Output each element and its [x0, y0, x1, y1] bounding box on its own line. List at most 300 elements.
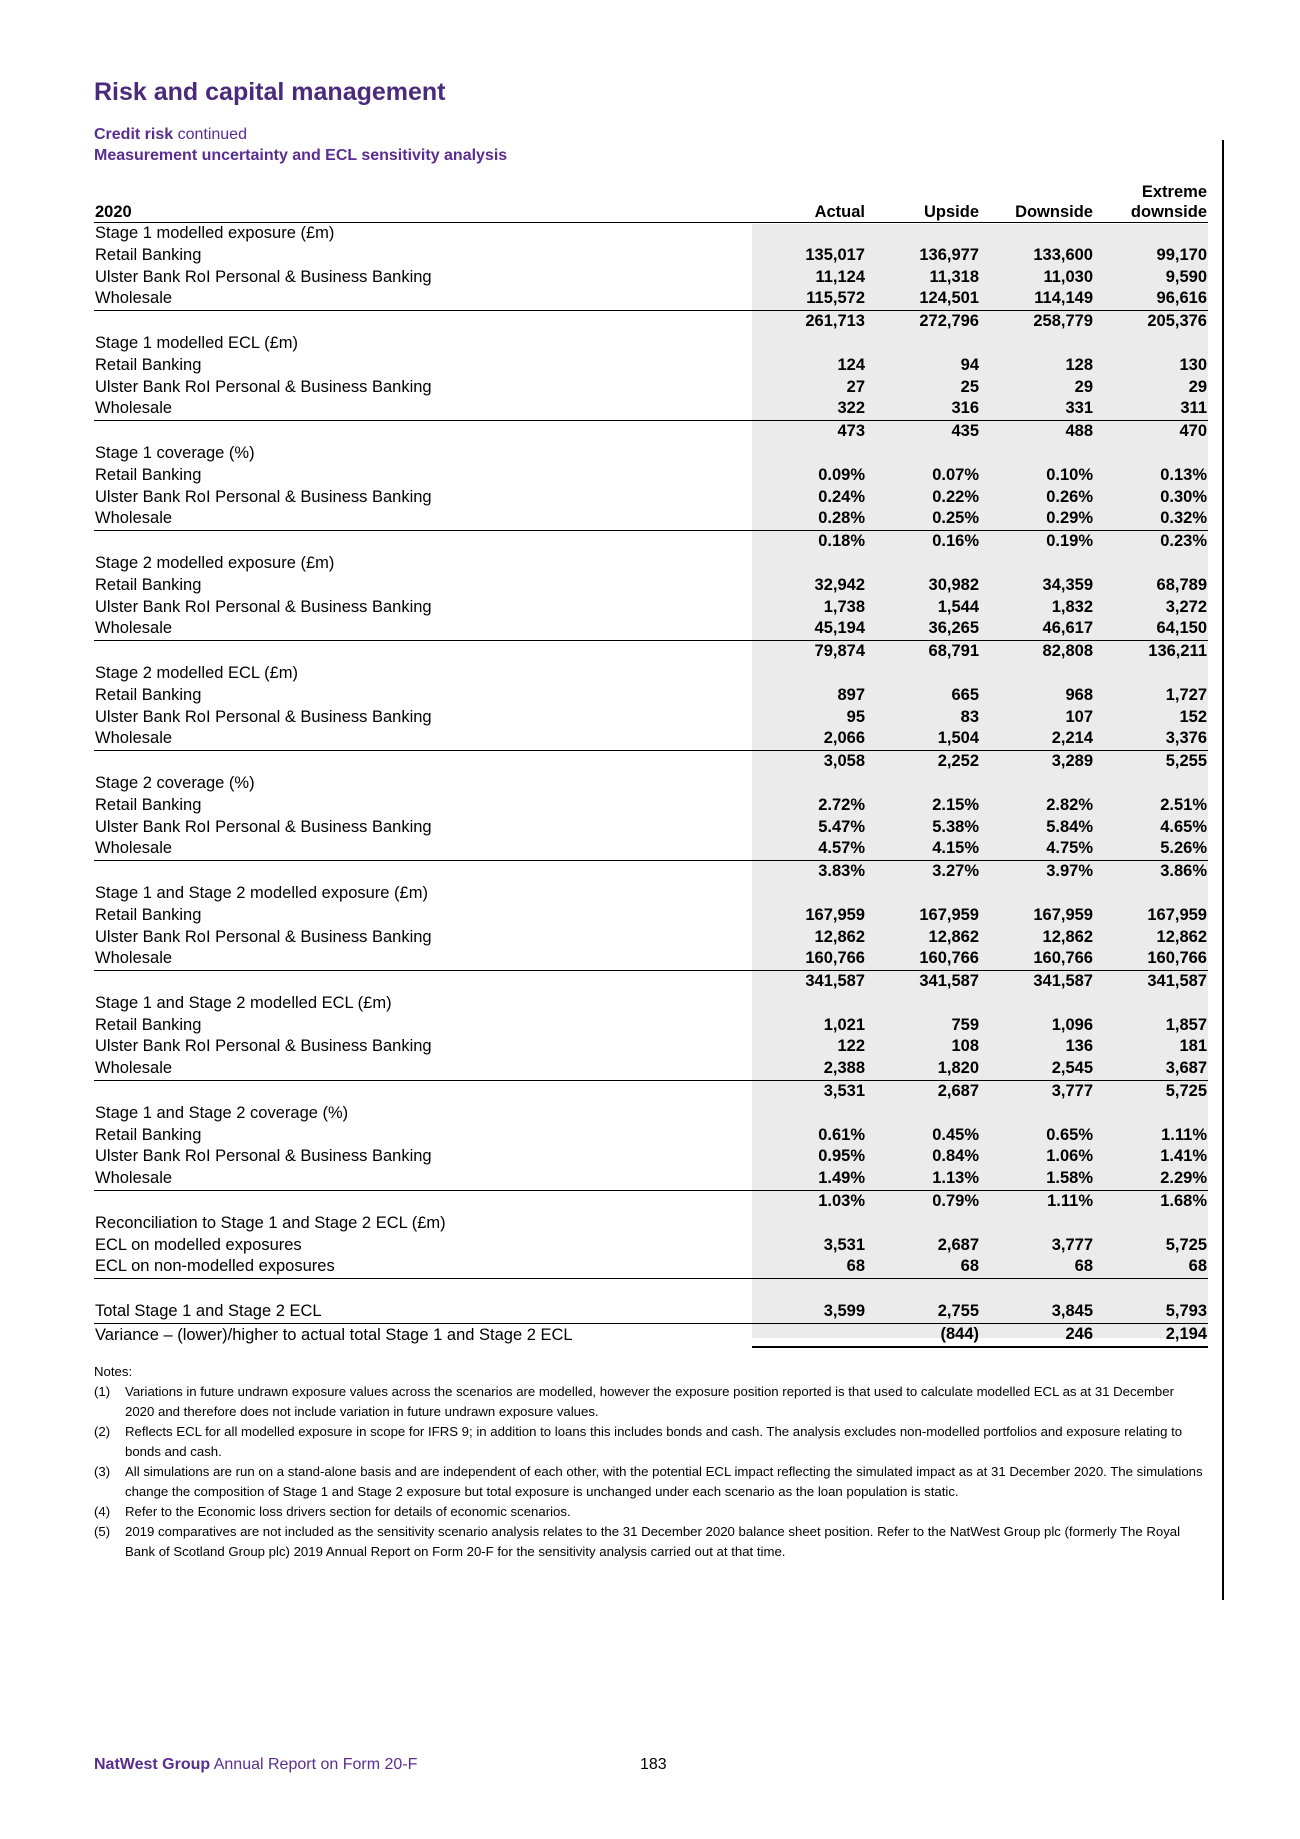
extreme-downside-value: 470	[1179, 422, 1207, 441]
upside-value: 136,977	[919, 245, 979, 264]
downside-value: 160,766	[980, 948, 1094, 970]
upside-value: 83	[960, 707, 979, 726]
extreme-downside-value: 181	[1179, 1037, 1207, 1056]
extreme-downside-value	[1094, 663, 1208, 685]
downside-value	[980, 1213, 1094, 1235]
extreme-downside-value: 3,687	[1094, 1058, 1208, 1080]
actual-value: 68	[752, 1256, 866, 1278]
extreme-downside-value: 160,766	[1094, 948, 1208, 970]
upside-value	[866, 1103, 980, 1125]
row-label: Ulster Bank RoI Personal & Business Banking	[95, 707, 432, 726]
table-row	[94, 575, 1208, 597]
extreme-downside-value: 9,590	[1165, 267, 1207, 286]
actual-value	[752, 223, 866, 245]
table-row	[94, 1256, 1208, 1278]
note-text: Variations in future undrawn exposure values across the scenarios are modelled, however the exposure position reported is that used to calculate modelled ECL as at 31 December 2020 and therefore does not include variation in future undrawn exposure values.	[125, 1384, 1174, 1419]
table-row	[94, 948, 1208, 970]
actual-value: 1,021	[823, 1015, 865, 1034]
extreme-downside-value: 1,857	[1165, 1015, 1207, 1034]
note-number: (1)	[94, 1384, 111, 1399]
footer	[94, 1756, 417, 1774]
table-row	[94, 1015, 1208, 1037]
row-label	[94, 311, 752, 333]
table-row	[94, 1081, 1208, 1103]
margin-rule	[1222, 140, 1224, 1600]
actual-value: 5.47%	[818, 817, 865, 836]
row-label: Wholesale	[94, 618, 752, 640]
extreme-downside-value: 0.23%	[1160, 532, 1207, 551]
actual-value	[752, 1213, 866, 1235]
downside-value: 4.75%	[980, 838, 1094, 860]
row-label: Reconciliation to Stage 1 and Stage 2 ECL (£m)	[95, 1213, 446, 1232]
upside-value: 316	[866, 398, 980, 420]
footer-brand: NatWest Group	[94, 1756, 211, 1773]
row-label	[94, 1279, 752, 1302]
extreme-downside-value	[1094, 1103, 1208, 1125]
upside-value: 167,959	[919, 905, 979, 924]
extreme-downside-value: 96,616	[1094, 288, 1208, 310]
upside-value: 1,504	[866, 728, 980, 750]
actual-value: 2,066	[752, 728, 866, 750]
table-row	[94, 795, 1208, 817]
downside-value: 1.11%	[1047, 1192, 1093, 1211]
row-label: Retail Banking	[95, 795, 202, 814]
actual-value: 124	[837, 355, 865, 374]
extreme-downside-value: 1.11%	[1161, 1125, 1207, 1144]
extreme-downside-value: 130	[1179, 355, 1207, 374]
extreme-downside-value: 341,587	[1147, 972, 1207, 991]
actual-value	[752, 663, 866, 685]
extreme-downside-value: 5,793	[1094, 1301, 1208, 1323]
downside-value: 114,149	[980, 288, 1094, 310]
extreme-downside-value: 3,272	[1165, 597, 1207, 616]
downside-value	[980, 333, 1094, 355]
downside-header: Downside	[980, 176, 1094, 223]
table-row	[94, 663, 1208, 685]
actual-value: 115,572	[752, 288, 866, 310]
actual-value: 27	[846, 377, 865, 396]
table-row	[94, 971, 1208, 993]
actual-value	[752, 333, 866, 355]
row-label: Wholesale	[94, 1168, 752, 1190]
extreme-downside-value	[1094, 443, 1208, 465]
downside-value	[980, 883, 1094, 905]
row-label: ECL on modelled exposures	[95, 1235, 302, 1254]
table-row	[94, 1191, 1208, 1213]
table-row	[94, 817, 1208, 839]
extreme-downside-value: 64,150	[1094, 618, 1208, 640]
page-number: 183	[640, 1756, 667, 1773]
upside-value: 2,755	[866, 1301, 980, 1323]
note-item	[94, 1502, 1204, 1522]
extreme-downside-value: 68	[1094, 1256, 1208, 1278]
notes	[94, 1362, 1204, 1562]
note-number: (4)	[94, 1504, 111, 1519]
extreme-downside-value: 205,376	[1147, 312, 1207, 331]
extreme-downside-value: 1,727	[1165, 685, 1207, 704]
downside-value: 3,845	[980, 1301, 1094, 1323]
extreme-downside-value: 152	[1179, 707, 1207, 726]
upside-value: 759	[951, 1015, 979, 1034]
downside-value: 136	[1065, 1037, 1093, 1056]
extreme-downside-header	[1094, 176, 1208, 223]
upside-value: 3.27%	[932, 862, 979, 881]
extreme-downside-value	[1094, 773, 1208, 795]
note-item	[94, 1382, 1204, 1422]
table-row	[94, 728, 1208, 750]
actual-value: 0.24%	[818, 487, 865, 506]
downside-value: 0.65%	[1046, 1125, 1093, 1144]
actual-value: 4.57%	[752, 838, 866, 860]
row-label: Ulster Bank RoI Personal & Business Banking	[95, 487, 432, 506]
actual-value: 1.49%	[752, 1168, 866, 1190]
extreme-header-line1: Extreme	[1141, 183, 1207, 201]
row-label: Stage 1 and Stage 2 coverage (%)	[95, 1103, 349, 1122]
downside-value	[980, 443, 1094, 465]
downside-value	[980, 1279, 1094, 1302]
extreme-downside-value	[1094, 993, 1208, 1015]
row-label	[94, 751, 752, 773]
table-row	[94, 1125, 1208, 1147]
table-row	[94, 597, 1208, 619]
actual-value: 0.61%	[818, 1125, 865, 1144]
row-label: Variance – (lower)/higher to actual total Stage 1 and Stage 2 ECL	[95, 1325, 573, 1344]
table-row	[94, 1168, 1208, 1190]
actual-value: 0.18%	[818, 532, 865, 551]
row-label: Stage 2 modelled ECL (£m)	[95, 663, 298, 682]
downside-value: 1,832	[1051, 597, 1093, 616]
extreme-downside-value	[1094, 223, 1208, 245]
table-row	[94, 861, 1208, 883]
actual-value: 32,942	[814, 575, 865, 594]
extreme-downside-value	[1094, 333, 1208, 355]
downside-value: 107	[1065, 707, 1093, 726]
actual-value: 3,599	[752, 1301, 866, 1323]
table-row	[94, 223, 1208, 245]
downside-value: 0.26%	[1046, 487, 1093, 506]
actual-value: 122	[837, 1037, 865, 1056]
extreme-downside-value: 68,789	[1156, 575, 1207, 594]
row-label: Wholesale	[94, 508, 752, 530]
table-row	[94, 355, 1208, 377]
actual-value: 341,587	[805, 972, 865, 991]
upside-value: 272,796	[919, 312, 979, 331]
row-label: Stage 1 modelled ECL (£m)	[95, 333, 298, 352]
upside-value	[866, 223, 980, 245]
downside-value: 2,545	[980, 1058, 1094, 1080]
extreme-downside-value: 12,862	[1156, 927, 1207, 946]
footer-report: Annual Report on Form 20-F	[210, 1756, 418, 1773]
upside-value	[866, 993, 980, 1015]
downside-value: 0.19%	[1046, 532, 1093, 551]
downside-value	[980, 663, 1094, 685]
downside-value: 1,096	[1051, 1015, 1093, 1034]
subsection-heading: Measurement uncertainty and ECL sensitivity analysis	[94, 147, 508, 164]
extreme-downside-value	[1094, 1279, 1208, 1302]
upside-value: 0.16%	[932, 532, 979, 551]
upside-value: 124,501	[866, 288, 980, 310]
row-label: Retail Banking	[95, 465, 202, 484]
extreme-downside-value: 2.29%	[1094, 1168, 1208, 1190]
row-label: Ulster Bank RoI Personal & Business Banking	[95, 267, 432, 286]
downside-value: 2,214	[980, 728, 1094, 750]
upside-value	[866, 883, 980, 905]
row-label: Retail Banking	[95, 905, 202, 924]
upside-value: 435	[951, 422, 979, 441]
extreme-downside-value	[1094, 553, 1208, 575]
actual-value: 1.03%	[818, 1192, 865, 1211]
downside-value	[980, 773, 1094, 795]
table-row	[94, 993, 1208, 1015]
downside-value: 0.29%	[980, 508, 1094, 530]
table-row	[94, 1036, 1208, 1058]
actual-value: 135,017	[805, 245, 865, 264]
extreme-downside-value: 99,170	[1156, 245, 1207, 264]
row-label: Ulster Bank RoI Personal & Business Banking	[95, 377, 432, 396]
actual-value: 0.28%	[752, 508, 866, 530]
downside-value: 5.84%	[1046, 817, 1093, 836]
upside-value: 2.15%	[932, 795, 979, 814]
extreme-downside-value: 5,725	[1165, 1235, 1207, 1254]
upside-value: 1.13%	[866, 1168, 980, 1190]
row-label	[94, 641, 752, 663]
extreme-downside-value: 311	[1094, 398, 1208, 420]
upside-value	[866, 663, 980, 685]
row-label: Total Stage 1 and Stage 2 ECL	[94, 1301, 752, 1323]
table-row	[94, 553, 1208, 575]
actual-value	[752, 1324, 866, 1347]
extreme-downside-value: 1.41%	[1160, 1147, 1207, 1166]
actual-value: 0.95%	[818, 1147, 865, 1166]
actual-value: 3,058	[823, 752, 865, 771]
table-row	[94, 751, 1208, 773]
upside-value: 0.07%	[932, 465, 979, 484]
actual-value: 1,738	[823, 597, 865, 616]
upside-value: 11,318	[929, 267, 979, 286]
upside-value: 341,587	[919, 972, 979, 991]
downside-value: 34,359	[1042, 575, 1093, 594]
downside-value: 46,617	[980, 618, 1094, 640]
upside-value: 5.38%	[932, 817, 979, 836]
actual-value: 3,531	[823, 1082, 865, 1101]
row-label: Ulster Bank RoI Personal & Business Banking	[95, 817, 432, 836]
note-item	[94, 1422, 1204, 1462]
downside-value: 0.10%	[1046, 465, 1093, 484]
note-number: (3)	[94, 1464, 111, 1479]
upside-value: 94	[960, 355, 979, 374]
upside-value	[866, 333, 980, 355]
table-row	[94, 883, 1208, 905]
row-label: Ulster Bank RoI Personal & Business Banking	[95, 927, 432, 946]
downside-value: 968	[1065, 685, 1093, 704]
row-label: Wholesale	[94, 838, 752, 860]
row-label: Wholesale	[94, 948, 752, 970]
actual-value	[752, 883, 866, 905]
extreme-downside-value: 29	[1188, 377, 1207, 396]
note-item	[94, 1462, 1204, 1502]
upside-value: 2,687	[937, 1082, 979, 1101]
downside-value: 128	[1065, 355, 1093, 374]
row-label: Ulster Bank RoI Personal & Business Banking	[95, 597, 432, 616]
downside-value: 258,779	[1033, 312, 1093, 331]
row-label	[94, 1191, 752, 1213]
upside-value: 0.84%	[932, 1147, 979, 1166]
actual-value: 2,388	[752, 1058, 866, 1080]
actual-value: 95	[846, 707, 865, 726]
actual-value: 2.72%	[818, 795, 865, 814]
row-label: ECL on non-modelled exposures	[94, 1256, 752, 1278]
extreme-downside-value: 3,376	[1094, 728, 1208, 750]
row-label: Stage 1 modelled exposure (£m)	[95, 224, 335, 242]
downside-value: 82,808	[1042, 642, 1093, 661]
actual-value: 897	[837, 685, 865, 704]
row-label: Stage 2 modelled exposure (£m)	[95, 553, 335, 572]
downside-value: 246	[980, 1324, 1094, 1347]
upside-value: 30,982	[928, 575, 979, 594]
upside-value: (844)	[866, 1324, 980, 1347]
row-label: Stage 1 and Stage 2 modelled exposure (£m)	[95, 883, 428, 902]
actual-value: 3,531	[823, 1235, 865, 1254]
note-text: All simulations are run on a stand-alone basis and are independent of each other, with the potential ECL impact reflecting the simulated impact as at 31 December 2020. The simulations change the composition of Stage 1 and Stage 2 exposure but total exposure is unchanged under each scenario as the loan population is static.	[125, 1464, 1203, 1499]
row-label	[94, 531, 752, 553]
extreme-downside-value	[1094, 1213, 1208, 1235]
downside-value: 1.06%	[1046, 1147, 1093, 1166]
table-row	[94, 267, 1208, 289]
table-row	[94, 288, 1208, 310]
note-text: 2019 comparatives are not included as the sensitivity scenario analysis relates to the 31 December 2020 balance sheet position. Refer to the NatWest Group plc (formerly The Royal Bank of Scotland Group plc) 2019 Annual Report on Form 20-F for the sensitivity analysis carried out at that time.	[125, 1524, 1181, 1559]
section-name: Credit risk	[94, 126, 174, 143]
downside-value: 29	[1074, 377, 1093, 396]
year-header: 2020	[94, 176, 752, 223]
extreme-downside-value: 0.32%	[1094, 508, 1208, 530]
actual-value	[752, 1103, 866, 1125]
table-row	[94, 487, 1208, 509]
extreme-downside-value: 0.13%	[1160, 465, 1207, 484]
upside-value: 0.79%	[932, 1192, 979, 1211]
upside-value	[866, 773, 980, 795]
extreme-downside-value: 2.51%	[1160, 795, 1207, 814]
note-number: (2)	[94, 1424, 111, 1439]
downside-value	[980, 1103, 1094, 1125]
extreme-downside-value: 3.86%	[1160, 862, 1207, 881]
table-row	[94, 838, 1208, 860]
row-label: Ulster Bank RoI Personal & Business Banking	[95, 1037, 432, 1056]
upside-value: 12,862	[928, 927, 979, 946]
downside-value: 3,289	[1051, 752, 1093, 771]
extreme-downside-value: 2,194	[1094, 1324, 1208, 1347]
row-label: Stage 2 coverage (%)	[95, 773, 255, 792]
row-label	[94, 971, 752, 993]
table-row	[94, 641, 1208, 663]
extreme-header-line2: downside	[1130, 203, 1207, 221]
notes-list	[94, 1382, 1204, 1562]
extreme-downside-value: 5,255	[1165, 752, 1207, 771]
downside-value: 11,030	[1043, 267, 1093, 286]
actual-value	[752, 553, 866, 575]
upside-value: 2,687	[937, 1235, 979, 1254]
downside-value: 167,959	[1033, 905, 1093, 924]
row-label: Wholesale	[94, 398, 752, 420]
table-row	[94, 707, 1208, 729]
actual-value	[752, 443, 866, 465]
notes-title: Notes:	[94, 1364, 133, 1379]
actual-value: 167,959	[805, 905, 865, 924]
actual-header: Actual	[752, 176, 866, 223]
table-row	[94, 1058, 1208, 1080]
table-row	[94, 333, 1208, 355]
row-label: Stage 1 coverage (%)	[95, 443, 255, 462]
upside-header: Upside	[866, 176, 980, 223]
table-row	[94, 311, 1208, 333]
downside-value: 133,600	[1033, 245, 1093, 264]
row-label: Wholesale	[94, 1058, 752, 1080]
ecl-sensitivity-table	[94, 176, 1208, 1348]
row-label: Stage 1 and Stage 2 modelled ECL (£m)	[95, 993, 392, 1012]
row-label: Retail Banking	[95, 355, 202, 374]
actual-value	[752, 993, 866, 1015]
downside-value: 1.58%	[980, 1168, 1094, 1190]
downside-value: 3,777	[1051, 1082, 1093, 1101]
table-row	[94, 377, 1208, 399]
row-label: Wholesale	[94, 288, 752, 310]
downside-value: 341,587	[1033, 972, 1093, 991]
row-label	[94, 861, 752, 883]
actual-value: 3.83%	[818, 862, 865, 881]
actual-value: 322	[752, 398, 866, 420]
upside-value: 68	[866, 1256, 980, 1278]
extreme-downside-value: 4.65%	[1160, 817, 1207, 836]
downside-value: 3.97%	[1046, 862, 1093, 881]
extreme-downside-value: 136,211	[1148, 642, 1207, 661]
table-row	[94, 465, 1208, 487]
row-label: Retail Banking	[95, 1015, 202, 1034]
upside-value	[866, 1213, 980, 1235]
downside-value	[980, 553, 1094, 575]
table-row	[94, 927, 1208, 949]
extreme-downside-value: 0.30%	[1160, 487, 1207, 506]
upside-value: 68,791	[928, 642, 979, 661]
downside-value	[980, 223, 1094, 245]
downside-value: 68	[980, 1256, 1094, 1278]
actual-value: 12,862	[814, 927, 865, 946]
row-label: Wholesale	[94, 728, 752, 750]
table-row	[94, 1213, 1208, 1235]
table-row	[94, 531, 1208, 553]
upside-value: 0.25%	[866, 508, 980, 530]
downside-value: 3,777	[1051, 1235, 1093, 1254]
table-row	[94, 398, 1208, 420]
upside-value: 4.15%	[866, 838, 980, 860]
table-row	[94, 618, 1208, 640]
downside-value	[980, 993, 1094, 1015]
row-label: Ulster Bank RoI Personal & Business Banking	[95, 1147, 432, 1166]
table-row	[94, 443, 1208, 465]
upside-value: 0.22%	[932, 487, 979, 506]
extreme-downside-value	[1094, 883, 1208, 905]
table-row	[94, 1279, 1208, 1302]
table-row	[94, 1301, 1208, 1323]
actual-value: 261,713	[805, 312, 865, 331]
actual-value: 11,124	[815, 267, 865, 286]
section-heading	[94, 126, 247, 144]
table-row	[94, 421, 1208, 443]
table-header-row	[94, 176, 1208, 223]
table-row	[94, 1103, 1208, 1125]
row-label: Retail Banking	[95, 245, 202, 264]
actual-value: 473	[837, 422, 865, 441]
actual-value: 0.09%	[818, 465, 865, 484]
note-number: (5)	[94, 1524, 111, 1539]
